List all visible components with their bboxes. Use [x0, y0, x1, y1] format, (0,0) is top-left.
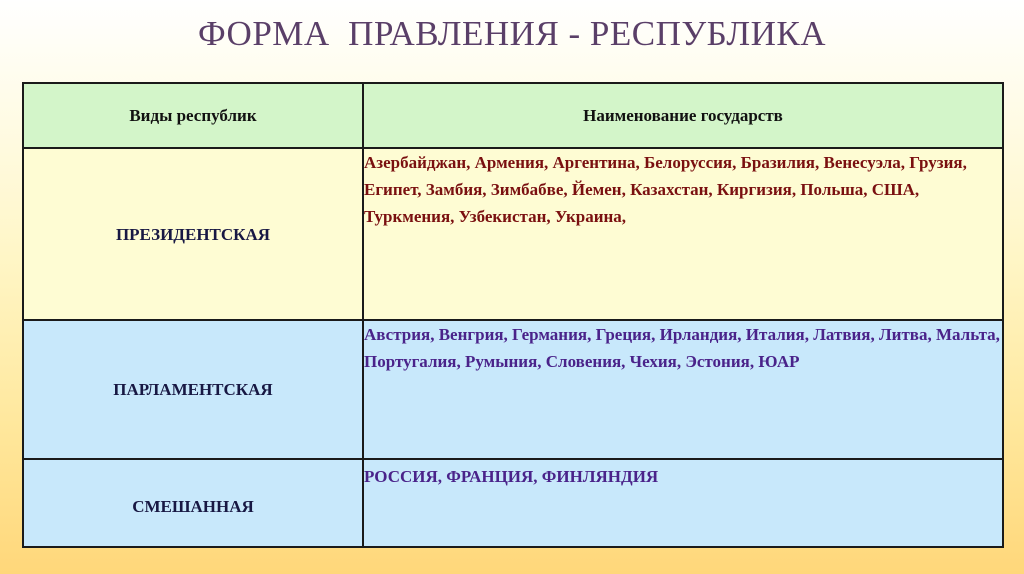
table-row-parliamentary — [23, 320, 1003, 459]
states-presidential: Азербайджан, Армения, Аргентина, Белоруссия, Бразилия, Венесуэла, Грузия, Египет, Замбия, Зимбабве, Йемен, Казахстан, Киргизия, Польша, США, Туркмения, Узбекистан, Украина, — [363, 148, 1003, 320]
slide-title: ФОРМА ПРАВЛЕНИЯ - РЕСПУБЛИКА — [197, 14, 827, 53]
table-row-mixed — [23, 459, 1003, 547]
header-republic-types: Виды республик — [23, 83, 363, 148]
states-parliamentary: Австрия, Венгрия, Германия, Греция, Ирландия, Италия, Латвия, Литва, Мальта, Португалия, Румыния, Словения, Чехия, Эстония, ЮАР — [363, 320, 1003, 459]
states-mixed: РОССИЯ, ФРАНЦИЯ, ФИНЛЯНДИЯ — [363, 459, 1003, 547]
republic-type-mixed: СМЕШАННАЯ — [23, 459, 363, 547]
republics-table — [22, 82, 1004, 548]
republic-type-parliamentary: ПАРЛАМЕНТСКАЯ — [23, 320, 363, 459]
header-state-names: Наименование государств — [363, 83, 1003, 148]
table-header-row — [23, 83, 1003, 148]
table-row-presidential — [23, 148, 1003, 320]
republic-type-presidential: ПРЕЗИДЕНТСКАЯ — [23, 148, 363, 320]
